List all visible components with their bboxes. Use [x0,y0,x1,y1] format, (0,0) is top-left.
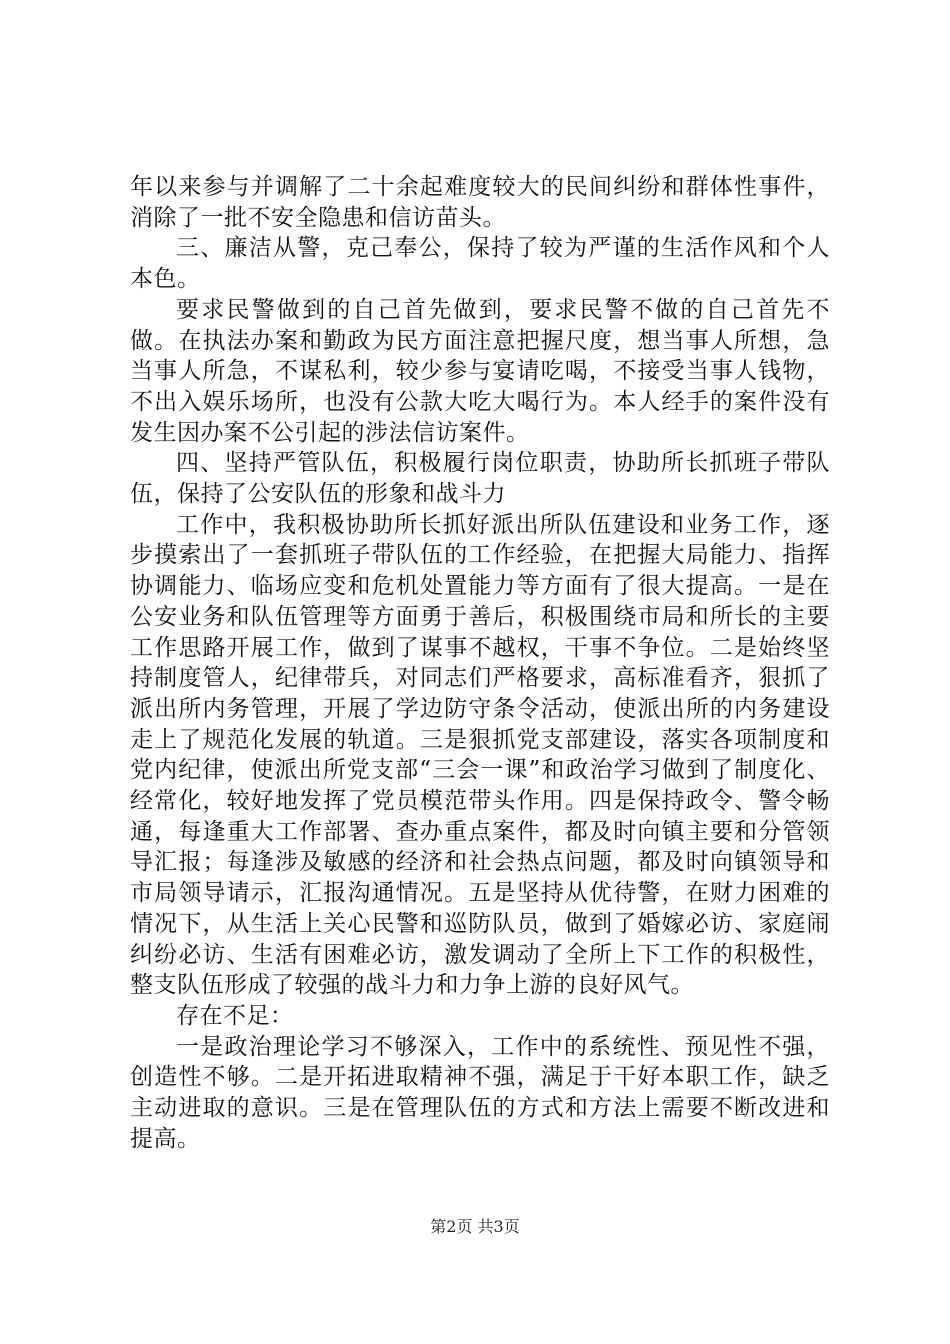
paragraph-integrity: 要求民警做到的自己首先做到，要求民警不做的自己首先不做。在执法办案和勤政为民方面注意把握尺度，想当事人所想，急当事人所急，不谋私利，较少参与宴请吃喝，不接受当事人钱物，不出入娱乐场所，也没有公款大吃大喝行为。本人经手的案件没有发生因办案不公引起的涉法信访案件。 [130,296,830,446]
shortcomings-heading: 存在不足： [176,1002,294,1029]
section-heading-three: 三、廉洁从警，克己奉公，保持了较为严谨的生活作风和个人本色。 [130,235,830,293]
paragraph-continuation: 年以来参与并调解了二十余起难度较大的民间纠纷和群体性事件，消除了一批不安全隐患和信访苗头。 [130,174,830,231]
paragraph-team-management: 工作中，我积极协助所长抓好派出所队伍建设和业务工作，逐步摸索出了一套抓班子带队伍的工作经验，在把握大局能力、指挥协调能力、临场应变和危机处置能力等方面有了很大提高。一是在公安业务和队伍管理等方面勇于善后，积极围绕市局和所长的主要工作思路开展工作，做到了谋事不越权，干事不争位。二是始终坚持制度管人，纪律带兵，对同志们严格要求，高标准看齐，狠抓了派出所内务管理，开展了学边防守条令活动，使派出所的内务建设走上了规范化发展的轨道。三是狠抓党支部建设，落实各项制度和党内纪律，使派出所党支部“三会一课”和政治学习做到了制度化、经常化，较好地发挥了党员模范带头作用。四是保持政令、警令畅通，每逢重大工作部署、查办重点案件，都及时向镇主要和分管领导汇报；每逢涉及敏感的经济和社会热点问题，都及时向镇领导和市局领导请示，汇报沟通情况。五是坚持从优待警，在财力困难的情况下，从生活上关心民警和巡防队员，做到了婚嫁必访、家庭闹纠纷必访、生活有困难必访，激发调动了全所上下工作的积极性，整支队伍形成了较强的战斗力和力争上游的良好风气。 [130,511,830,999]
paragraph-shortcomings: 一是政治理论学习不够深入，工作中的系统性、预见性不强，创造性不够。二是开拓进取精神不强，满足于干好本职工作，缺乏主动进取的意识。三是在管理队伍的方式和方法上需要不断改进和提高。 [130,1033,830,1152]
page-number-footer: 第2页 共3页 [430,1217,520,1236]
section-heading-four: 四、坚持严管队伍，积极履行岗位职责，协助所长抓班子带队伍，保持了公安队伍的形象和战斗力 [130,450,830,508]
document-body [130,172,830,1155]
